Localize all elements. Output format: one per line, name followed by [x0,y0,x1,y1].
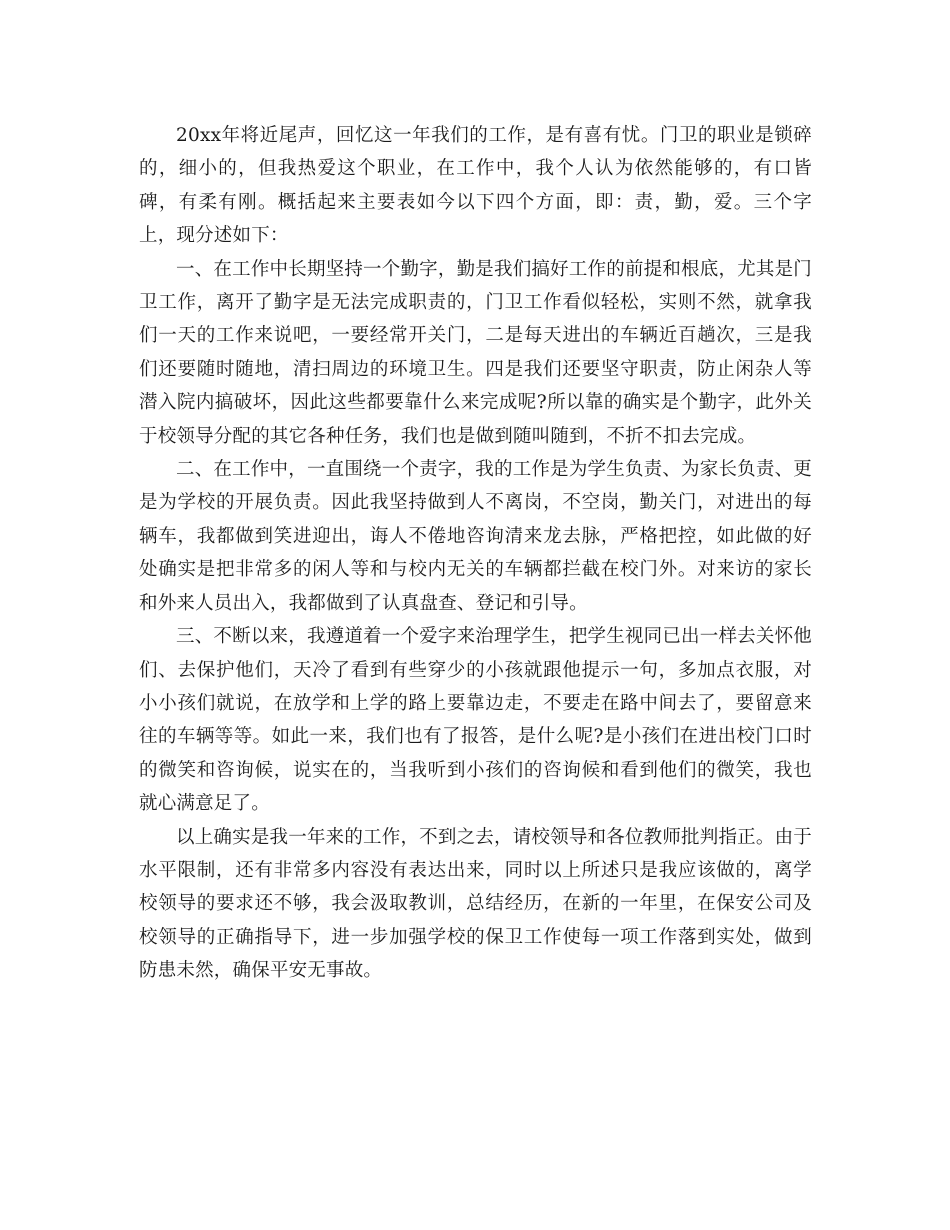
paragraph-care: 三、不断以来，我遵道着一个爱字来治理学生，把学生视同已出一样去关怀他们、去保护他们，天冷了看到有些穿少的小孩就跟他提示一句，多加点衣服，对小小孩们就说，在放学和上学的路上要靠边走，不要走在路中间去了，要留意来往的车辆等等。如此一来，我们也有了报答，是什么呢?是小孩们在进出校门口时的微笑和咨询候，说实在的，当我听到小孩们的咨询候和看到他们的微笑，我也就心满意足了。 [139,626,812,815]
paragraph-diligence: 一、在工作中长期坚持一个勤字，勤是我们搞好工作的前提和根底，尤其是门卫工作，离开了勤字是无法完成职责的，门卫工作看似轻松，实则不然，就拿我们一天的工作来说吧，一要经常开关门，二是每天进出的车辆近百趟次，三是我们还要随时随地，清扫周边的环境卫生。四是我们还要坚守职责，防止闲杂人等潜入院内搞破坏，因此这些都要靠什么来完成呢?所以靠的确实是个勤字，此外关于校领导分配的其它各种任务，我们也是做到随叫随到，不折不扣去完成。 [139,258,812,447]
paragraph-responsibility: 二、在工作中，一直围绕一个责字，我的工作是为学生负责、为家长负责、更是为学校的开展负责。因此我坚持做到人不离岗，不空岗，勤关门，对进出的每辆车，我都做到笑进迎出，诲人不倦地咨询清来龙去脉，严格把控，如此做的好处确实是把非常多的闲人等和与校内无关的车辆都拦截在校门外。对来访的家长和外来人员出入，我都做到了认真盘查、登记和引导。 [139,459,812,614]
paragraph-conclusion: 以上确实是我一年来的工作，不到之去，请校领导和各位教师批判指正。由于水平限制，还有非常多内容没有表达出来，同时以上所述只是我应该做的，离学校领导的要求还不够，我会汲取教训，总结经历，在新的一年里，在保安公司及校领导的正确指导下，进一步加强学校的保卫工作使每一项工作落到实处，做到防患未然，确保平安无事故。 [139,826,812,982]
paragraph-intro: 20xx年将近尾声，回忆这一年我们的工作，是有喜有忧。门卫的职业是锁碎的，细小的，但我热爱这个职业，在工作中，我个人认为依然能够的，有口皆碑，有柔有刚。概括起来主要表如今以下四个方面，即：责，勤，爱。三个字上，现分述如下： [139,125,812,247]
document-body [139,119,812,988]
